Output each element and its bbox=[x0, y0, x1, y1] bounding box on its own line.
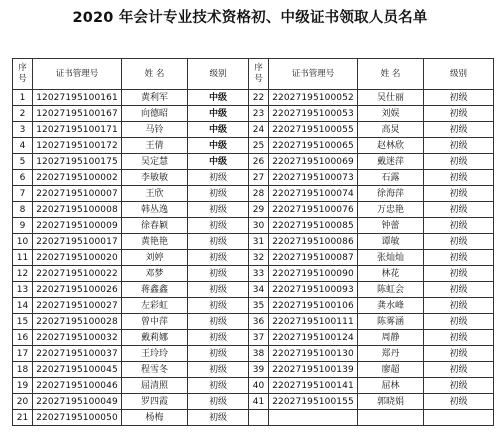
name-cell: 程雪冬 bbox=[122, 362, 188, 378]
name-cell: 向德昭 bbox=[122, 106, 188, 122]
level-cell: 初级 bbox=[424, 106, 494, 122]
seq-cell: 8 bbox=[13, 202, 33, 218]
name-cell: 周静 bbox=[358, 330, 424, 346]
seq-cell: 21 bbox=[13, 410, 33, 426]
level-cell: 初级 bbox=[188, 298, 249, 314]
name-cell: 戴莉娜 bbox=[122, 330, 188, 346]
table-row bbox=[13, 314, 494, 330]
level-cell: 初级 bbox=[424, 90, 494, 106]
cert-number-cell: 22027195100130 bbox=[269, 346, 358, 362]
name-cell: 吴定慧 bbox=[122, 154, 188, 170]
header-name: 姓 名 bbox=[358, 59, 424, 90]
level-cell: 初级 bbox=[424, 218, 494, 234]
seq-cell: 38 bbox=[249, 346, 269, 362]
cert-number-cell: 22027195100046 bbox=[33, 378, 122, 394]
level-cell: 初级 bbox=[424, 186, 494, 202]
seq-cell: 29 bbox=[249, 202, 269, 218]
seq-cell: 27 bbox=[249, 170, 269, 186]
cert-number-cell: 22027195100141 bbox=[269, 378, 358, 394]
name-cell: 高炅 bbox=[358, 122, 424, 138]
name-cell: 石露 bbox=[358, 170, 424, 186]
level-cell: 初级 bbox=[188, 202, 249, 218]
name-cell: 龚水峰 bbox=[358, 298, 424, 314]
name-cell: 张灿灿 bbox=[358, 250, 424, 266]
name-cell: 罗四霞 bbox=[122, 394, 188, 410]
table-row bbox=[13, 330, 494, 346]
table-row bbox=[13, 250, 494, 266]
cert-number-cell: 22027195100090 bbox=[269, 266, 358, 282]
name-cell: 王欣 bbox=[122, 186, 188, 202]
seq-cell: 36 bbox=[249, 314, 269, 330]
cert-number-cell: 22027195100045 bbox=[33, 362, 122, 378]
cert-number-cell: 12027195100161 bbox=[33, 90, 122, 106]
name-cell: 刘娱 bbox=[358, 106, 424, 122]
cert-number-cell: 22027195100053 bbox=[269, 106, 358, 122]
header-name: 姓 名 bbox=[122, 59, 188, 90]
name-cell: 王玲玲 bbox=[122, 346, 188, 362]
level-cell: 初级 bbox=[424, 298, 494, 314]
header-seq-label: 序 号 bbox=[18, 63, 27, 84]
cert-number-cell: 22027195100065 bbox=[269, 138, 358, 154]
header-seq bbox=[13, 59, 33, 90]
level-cell: 初级 bbox=[188, 282, 249, 298]
table-row bbox=[13, 266, 494, 282]
seq-cell: 32 bbox=[249, 250, 269, 266]
table-row bbox=[13, 170, 494, 186]
name-cell: 钟蕾 bbox=[358, 218, 424, 234]
seq-cell: 40 bbox=[249, 378, 269, 394]
level-cell: 中级 bbox=[188, 122, 249, 138]
table-row bbox=[13, 362, 494, 378]
seq-cell: 35 bbox=[249, 298, 269, 314]
level-cell: 初级 bbox=[188, 234, 249, 250]
level-cell: 初级 bbox=[188, 266, 249, 282]
header-level: 级别 bbox=[424, 59, 494, 90]
cert-number-cell: 22027195100022 bbox=[33, 266, 122, 282]
level-cell: 初级 bbox=[424, 314, 494, 330]
table-row bbox=[13, 378, 494, 394]
cert-number-cell: 22027195100017 bbox=[33, 234, 122, 250]
level-cell: 初级 bbox=[188, 394, 249, 410]
cert-number-cell: 22027195100076 bbox=[269, 202, 358, 218]
table-row bbox=[13, 234, 494, 250]
cert-number-cell: 22027195100007 bbox=[33, 186, 122, 202]
cert-number-cell: 22027195100052 bbox=[269, 90, 358, 106]
level-cell: 初级 bbox=[188, 314, 249, 330]
level-cell: 初级 bbox=[188, 362, 249, 378]
table-row bbox=[13, 298, 494, 314]
seq-cell: 25 bbox=[249, 138, 269, 154]
cert-number-cell: 22027195100086 bbox=[269, 234, 358, 250]
level-cell: 初级 bbox=[188, 330, 249, 346]
table-row bbox=[13, 346, 494, 362]
seq-cell: 14 bbox=[13, 298, 33, 314]
roster-body bbox=[13, 90, 494, 426]
level-cell: 初级 bbox=[188, 170, 249, 186]
cert-number-cell: 12027195100172 bbox=[33, 138, 122, 154]
seq-cell: 19 bbox=[13, 378, 33, 394]
name-cell: 吴仕丽 bbox=[358, 90, 424, 106]
seq-cell: 24 bbox=[249, 122, 269, 138]
seq-cell: 17 bbox=[13, 346, 33, 362]
cert-number-cell: 22027195100032 bbox=[33, 330, 122, 346]
name-cell bbox=[358, 410, 424, 426]
header-level: 级别 bbox=[188, 59, 249, 90]
name-cell: 蒋鑫鑫 bbox=[122, 282, 188, 298]
cert-number-cell: 22027195100050 bbox=[33, 410, 122, 426]
name-cell: 郭晓娟 bbox=[358, 394, 424, 410]
cert-number-cell: 22027195100037 bbox=[33, 346, 122, 362]
seq-cell: 28 bbox=[249, 186, 269, 202]
seq-cell: 13 bbox=[13, 282, 33, 298]
cert-number-cell: 22027195100027 bbox=[33, 298, 122, 314]
name-cell: 邓梦 bbox=[122, 266, 188, 282]
header-seq bbox=[249, 59, 269, 90]
cert-number-cell: 22027195100073 bbox=[269, 170, 358, 186]
cert-number-cell: 22027195100111 bbox=[269, 314, 358, 330]
seq-cell: 7 bbox=[13, 186, 33, 202]
cert-number-cell: 22027195100124 bbox=[269, 330, 358, 346]
cert-number-cell: 22027195100069 bbox=[269, 154, 358, 170]
seq-cell: 20 bbox=[13, 394, 33, 410]
table-row bbox=[13, 410, 494, 426]
level-cell: 中级 bbox=[188, 90, 249, 106]
name-cell: 韩丛逸 bbox=[122, 202, 188, 218]
level-cell: 初级 bbox=[424, 346, 494, 362]
seq-cell: 10 bbox=[13, 234, 33, 250]
name-cell: 林花 bbox=[358, 266, 424, 282]
cert-number-cell bbox=[269, 410, 358, 426]
cert-number-cell: 22027195100028 bbox=[33, 314, 122, 330]
name-cell: 杨梅 bbox=[122, 410, 188, 426]
table-row bbox=[13, 106, 494, 122]
cert-number-cell: 22027195100002 bbox=[33, 170, 122, 186]
header-cert: 证书管理号 bbox=[269, 59, 358, 90]
level-cell: 初级 bbox=[424, 202, 494, 218]
seq-cell: 31 bbox=[249, 234, 269, 250]
cert-number-cell: 22027195100026 bbox=[33, 282, 122, 298]
table-row bbox=[13, 122, 494, 138]
table-row bbox=[13, 282, 494, 298]
name-cell: 陈雾涵 bbox=[358, 314, 424, 330]
roster-table bbox=[12, 58, 494, 426]
seq-cell: 11 bbox=[13, 250, 33, 266]
name-cell: 黄利军 bbox=[122, 90, 188, 106]
name-cell: 赵林欣 bbox=[358, 138, 424, 154]
seq-cell: 4 bbox=[13, 138, 33, 154]
seq-cell: 6 bbox=[13, 170, 33, 186]
cert-number-cell: 22027195100055 bbox=[269, 122, 358, 138]
name-cell: 徐海萍 bbox=[358, 186, 424, 202]
name-cell: 万忠艳 bbox=[358, 202, 424, 218]
cert-number-cell: 22027195100085 bbox=[269, 218, 358, 234]
cert-number-cell: 22027195100093 bbox=[269, 282, 358, 298]
level-cell: 中级 bbox=[188, 106, 249, 122]
name-cell: 廖超 bbox=[358, 362, 424, 378]
seq-cell: 30 bbox=[249, 218, 269, 234]
seq-cell: 3 bbox=[13, 122, 33, 138]
level-cell: 初级 bbox=[424, 234, 494, 250]
seq-cell: 9 bbox=[13, 218, 33, 234]
seq-cell: 1 bbox=[13, 90, 33, 106]
cert-number-cell: 22027195100155 bbox=[269, 394, 358, 410]
seq-cell: 16 bbox=[13, 330, 33, 346]
name-cell: 谭敏 bbox=[358, 234, 424, 250]
level-cell: 初级 bbox=[424, 282, 494, 298]
name-cell: 刘婷 bbox=[122, 250, 188, 266]
seq-cell: 18 bbox=[13, 362, 33, 378]
level-cell bbox=[424, 410, 494, 426]
level-cell: 初级 bbox=[424, 362, 494, 378]
level-cell: 初级 bbox=[188, 250, 249, 266]
seq-cell: 23 bbox=[249, 106, 269, 122]
seq-cell: 41 bbox=[249, 394, 269, 410]
level-cell: 初级 bbox=[188, 378, 249, 394]
level-cell: 初级 bbox=[424, 154, 494, 170]
table-row bbox=[13, 138, 494, 154]
name-cell: 屈清照 bbox=[122, 378, 188, 394]
seq-cell: 15 bbox=[13, 314, 33, 330]
level-cell: 初级 bbox=[188, 186, 249, 202]
cert-number-cell: 12027195100175 bbox=[33, 154, 122, 170]
seq-cell: 37 bbox=[249, 330, 269, 346]
cert-number-cell: 22027195100008 bbox=[33, 202, 122, 218]
cert-number-cell: 22027195100087 bbox=[269, 250, 358, 266]
name-cell: 马铃 bbox=[122, 122, 188, 138]
name-cell: 左彩虹 bbox=[122, 298, 188, 314]
seq-cell bbox=[249, 410, 269, 426]
level-cell: 初级 bbox=[424, 266, 494, 282]
cert-number-cell: 22027195100139 bbox=[269, 362, 358, 378]
name-cell: 李敏敏 bbox=[122, 170, 188, 186]
level-cell: 初级 bbox=[424, 378, 494, 394]
level-cell: 中级 bbox=[188, 154, 249, 170]
level-cell: 初级 bbox=[424, 170, 494, 186]
header-row bbox=[13, 59, 494, 90]
header-cert: 证书管理号 bbox=[33, 59, 122, 90]
level-cell: 中级 bbox=[188, 138, 249, 154]
table-row bbox=[13, 154, 494, 170]
seq-cell: 5 bbox=[13, 154, 33, 170]
name-cell: 戴迷萍 bbox=[358, 154, 424, 170]
cert-number-cell: 22027195100106 bbox=[269, 298, 358, 314]
level-cell: 初级 bbox=[188, 218, 249, 234]
level-cell: 初级 bbox=[188, 410, 249, 426]
seq-cell: 26 bbox=[249, 154, 269, 170]
name-cell: 徐春颖 bbox=[122, 218, 188, 234]
cert-number-cell: 12027195100167 bbox=[33, 106, 122, 122]
table-row bbox=[13, 202, 494, 218]
cert-number-cell: 22027195100020 bbox=[33, 250, 122, 266]
cert-number-cell: 22027195100074 bbox=[269, 186, 358, 202]
name-cell: 黄艳艳 bbox=[122, 234, 188, 250]
name-cell: 郑丹 bbox=[358, 346, 424, 362]
seq-cell: 39 bbox=[249, 362, 269, 378]
name-cell: 王倩 bbox=[122, 138, 188, 154]
seq-cell: 22 bbox=[249, 90, 269, 106]
level-cell: 初级 bbox=[424, 250, 494, 266]
seq-cell: 2 bbox=[13, 106, 33, 122]
header-seq-label: 序 号 bbox=[254, 63, 263, 84]
seq-cell: 12 bbox=[13, 266, 33, 282]
seq-cell: 34 bbox=[249, 282, 269, 298]
level-cell: 初级 bbox=[424, 138, 494, 154]
table-row bbox=[13, 394, 494, 410]
table-row bbox=[13, 186, 494, 202]
page-title: 2020 年会计专业技术资格初、中级证书领取人员名单 bbox=[72, 10, 428, 26]
level-cell: 初级 bbox=[424, 330, 494, 346]
cert-number-cell: 22027195100049 bbox=[33, 394, 122, 410]
level-cell: 初级 bbox=[424, 122, 494, 138]
level-cell: 初级 bbox=[424, 394, 494, 410]
seq-cell: 33 bbox=[249, 266, 269, 282]
table-row bbox=[13, 218, 494, 234]
name-cell: 屈林 bbox=[358, 378, 424, 394]
level-cell: 初级 bbox=[188, 346, 249, 362]
name-cell: 陈虹会 bbox=[358, 282, 424, 298]
table-row bbox=[13, 90, 494, 106]
cert-number-cell: 12027195100171 bbox=[33, 122, 122, 138]
name-cell: 曾中萍 bbox=[122, 314, 188, 330]
cert-number-cell: 22027195100009 bbox=[33, 218, 122, 234]
